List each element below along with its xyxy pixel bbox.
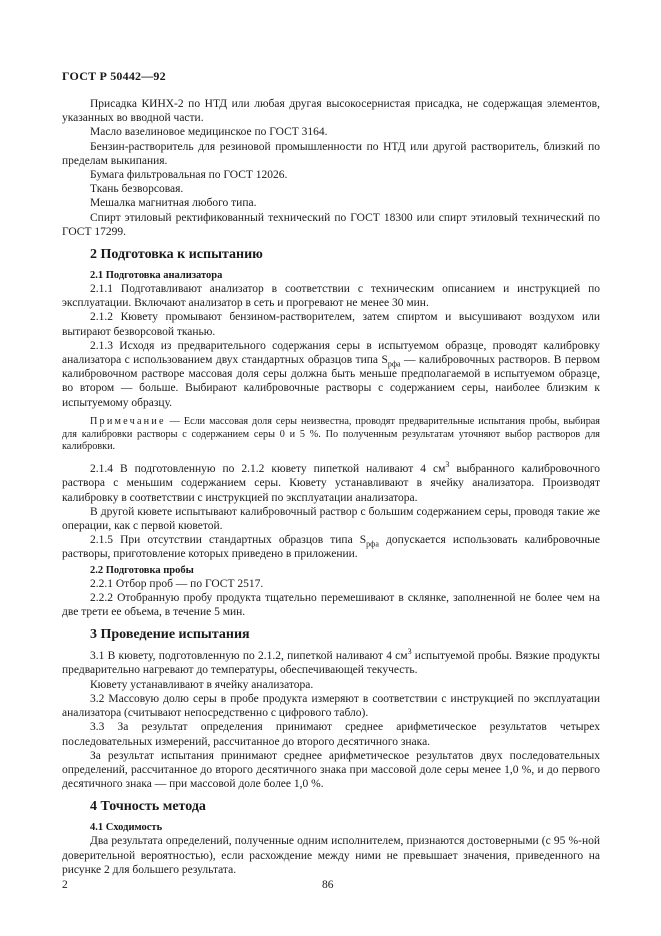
paragraph-text: допускается использовать калибровочные растворы, приготовление которых приведено в приложении. [62,534,600,561]
subscript: рфа [387,359,401,369]
paragraph-3-3: 3.3 За результат определения принимают среднее арифметическое результатов четырех последовательных измерений, рассчитанное до второго десятичного знака. [62,721,600,748]
paragraph-text: 2.1.3 Исходя из предварительного содержания серы в испытуемом образце, проводят калибровку анализатора с использованием двух стандартных образцов типа S [62,339,600,367]
paragraph-2-1-3 [62,339,600,410]
paragraph-text: — калибровочных растворов. В первом калибровочном растворе массовая доля серы должна быть меньше предполагаемой в испытуемом образце, во втором — больше. Выбирают калибровочные растворы с содержанием серы, наиболее близким к испытуемому образцу. [62,354,601,409]
intro-paragraph: Бумага фильтровальная по ГОСТ 12026. [90,169,288,182]
subsection-4-1-heading: 4.1 Сходимость [90,822,163,834]
paragraph-text: 3.1 В кювету, подготовленную по 2.1.2, пипеткой наливают 4 см [90,650,408,663]
paragraph-text: испытуемой пробы. Вязкие продукты предварительно нагревают до температуры, обеспечивающей текучесть. [62,650,600,677]
intro-paragraph: Бензин-растворитель для резиновой промышленности по НТД или другой растворитель, близкий по пределам выкипания. [62,140,600,167]
note-text: — Если массовая доля серы неизвестна, проводят предварительные испытания пробы, выбирая для калибровки растворы с содержанием серы 0 и 5 %. По полученным результатам уточняют выбор растворов для калибровки. [62,415,600,453]
paragraph-text: 2.1.5 При отсутствии стандартных образцов типа S [90,534,367,547]
intro-paragraph: Мешалка магнитная любого типа. [90,197,257,210]
intro-paragraph: Ткань безворсовая. [90,183,184,196]
paragraph-3-1 [62,649,600,677]
paragraph-3-3-continued: За результат испытания принимают среднее арифметическое результатов двух последовательных определений, рассчитанное до второго десятичного знака при массовой доле серы менее 1,0 %, и до первого десятичного знака — при массовой доле более 1,0 %. [62,749,600,791]
intro-paragraph: Присадка КИНХ-2 по НТД или любая другая высокосернистая присадка, не содержащая элементов, указанных во вводной части. [62,98,600,125]
paragraph-3-2: 3.2 Массовую долю серы в пробе продукта измеряют в соответствии с инструкцией по эксплуатации анализатора (считывают непосредственно с цифрового табло). [62,692,600,720]
page-number: 2 [62,879,68,891]
paragraph-2-1-4 [62,462,600,505]
section-3-heading: 3 Проведение испытания [90,627,250,643]
subscript: рфа [366,539,379,549]
superscript: 3 [407,647,412,657]
standard-header: ГОСТ Р 50442—92 [62,69,166,83]
paragraph-2-2-2: 2.2.2 Отобранную пробу продукта тщательно перемешивают в склянке, заполненной не более чем на две трети ее объема, в течение 5 мин. [62,591,600,619]
sheet-number: 86 [322,879,334,891]
paragraph-3-1-continued: Кювету устанавливают в ячейку анализатора. [90,678,314,691]
paragraph-2-1-1: 2.1.1 Подготавливают анализатор в соответствии с техническим описанием и инструкцией по эксплуатации. Включают анализатор в сеть и прогревают не менее 30 мин. [62,283,600,310]
paragraph-text: выбранного калибровочного раствора с меньшим содержанием серы. Кювету устанавливают в ячейку анализатора. Производят калибровку в соответствии с инструкцией по эксплуатации анализатора. [62,463,600,504]
intro-paragraph: Спирт этиловый ректификованный технический по ГОСТ 18300 или спирт этиловый технический по ГОСТ 17299. [62,211,600,238]
paragraph-2-1-2: 2.1.2 Кювету промывают бензином-растворителем, затем спиртом и высушивают воздухом или вытирают безворсовой тканью. [62,311,600,338]
paragraph-2-1-4-continued: В другой кювете испытывают калибровочный раствор с большим содержанием серы, проводя такие же операции, как с первой кюветой. [62,505,600,533]
intro-paragraph: Масло вазелиновое медицинское по ГОСТ 3164. [90,126,328,139]
paragraph-2-2-1: 2.2.1 Отбор проб — по ГОСТ 2517. [90,577,264,590]
document-body [62,97,600,877]
superscript: 3 [445,460,450,470]
subsection-2-2-heading: 2.2 Подготовка пробы [90,564,194,576]
note-paragraph [62,416,600,454]
section-4-heading: 4 Точность метода [90,799,206,815]
paragraph-2-1-5 [62,533,600,561]
paragraph-text: 2.1.4 В подготовленную по 2.1.2 кювету пипеткой наливают 4 см [90,463,446,476]
section-2-heading: 2 Подготовка к испытанию [90,247,263,263]
subsection-2-1-heading: 2.1 Подготовка анализатора [90,270,223,282]
paragraph-4-1: Два результата определений, полученные одним исполнителем, признаются достоверными (с 95 %-ной доверительной вероятностью), если расхождение между ними не превышает значения, приведенного на рисунке 2 для большего результата. [62,835,600,876]
note-label: Примечание [90,415,166,427]
